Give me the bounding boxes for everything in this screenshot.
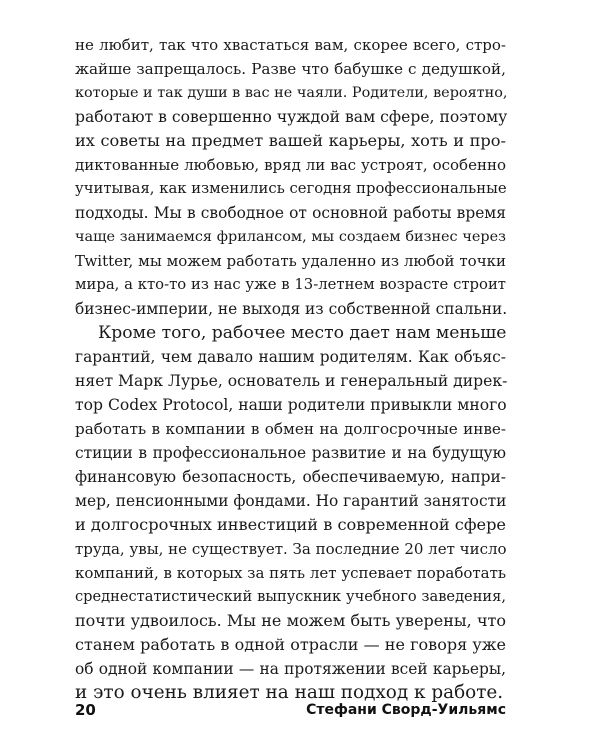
running-footer-author: Стефани Сворд-Уильямс — [306, 702, 506, 718]
text-line: и долгосрочных инвестиций в современной сфере — [75, 515, 507, 534]
text-line: их советы на предмет вашей карьеры, хоть и про- — [75, 131, 506, 150]
text-line: об одной компании — на протяжении всей карьеры, — [75, 660, 506, 678]
text-line: мира, а кто-то из нас уже в 13-летнем возрасте строит — [75, 276, 506, 293]
text-line: чаще занимаемся фрилансом, мы создаем бизнес через — [75, 229, 506, 245]
text-line: труда, увы, не существует. За последние 20 лет число — [75, 540, 507, 558]
text-line: компаний, в которых за пять лет успевает поработать — [75, 564, 507, 582]
text-line: работают в совершенно чуждой вам сфере, поэтому — [75, 108, 508, 126]
text-line: которые и так души в вас не чаяли. Родители, вероятно, — [75, 85, 508, 101]
text-line: почти удвоилось. Мы не можем быть уверены, что — [75, 611, 506, 630]
text-line: гарантий, чем давало нашим родителям. Как объяс- — [75, 348, 506, 366]
text-line: подходы. Мы в свободное от основной работы время — [75, 204, 506, 222]
text-line: жайше запрещалось. Разве что бабушке с дедушкой, — [75, 60, 506, 78]
text-line: учитывая, как изменились сегодня профессиональные — [75, 180, 507, 197]
text-line: не любит, так что хвастаться вам, скорее всего, стро- — [75, 36, 506, 54]
text-line: Twitter, мы можем работать удаленно из любой точки — [75, 252, 506, 270]
text-line: станем работать в одной отрасли — не говоря уже — [75, 635, 506, 654]
text-line: диктованные любовью, вряд ли вас устроят, особенно — [75, 156, 506, 174]
text-line: бизнес-империи, не выходя из собственной спальни. — [75, 300, 508, 318]
text-line: среднестатистический выпускник учебного заведения, — [75, 588, 506, 605]
text-line: мер, пенсионными фондами. Но гарантий занятости — [75, 492, 507, 510]
text-line: стиции в профессиональное развитие и на будущую — [75, 444, 506, 462]
text-line: и это очень влияет на наш подход к работе. — [75, 682, 504, 703]
text-line: финансовую безопасность, обеспечиваемую, напри- — [75, 468, 506, 486]
text-line: тор Codex Protocol, наши родители привыкли много — [75, 396, 507, 414]
page-number: 20 — [75, 701, 96, 719]
text-line: Кроме того, рабочее место дает нам меньше — [98, 323, 507, 343]
text-line: няет Марк Лурье, основатель и генеральный дирек- — [75, 372, 508, 390]
text-line: работать в компании в обмен на долгосрочные инве- — [75, 420, 506, 438]
